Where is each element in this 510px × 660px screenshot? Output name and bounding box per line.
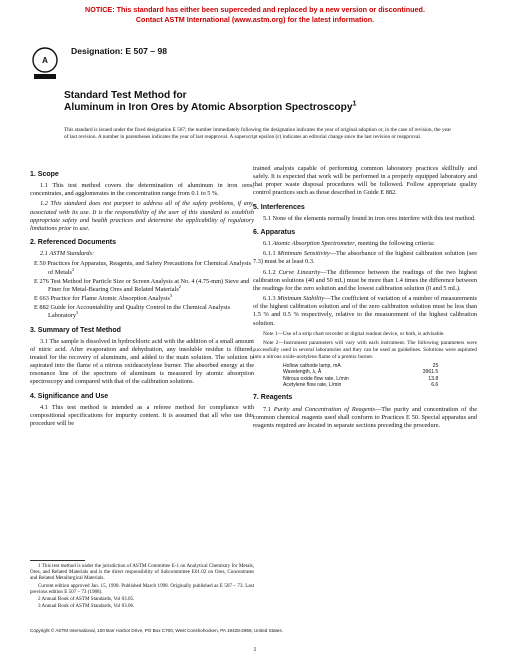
title-line-1: Standard Test Method for xyxy=(64,90,187,101)
ref-e663: E 663 Practice for Flame Atomic Absorption Analysis$^3$ xyxy=(34,292,173,303)
note-1: Note 1—Use of a strip chart recorder or digital readout device, or both, is advisable. xyxy=(263,330,445,337)
table-row: Nitrous oxide flow rate, L/min 13.8 xyxy=(283,375,439,382)
title-footnote-ref: 1 xyxy=(352,99,357,108)
apparatus-6-1-1: 6.1.1 Minimum Sensitivity—The absorbance of the highest calibration solution (see 7.3) must be at least 0.3. xyxy=(253,250,477,266)
notice-line-2: Contact ASTM International (www.astm.org) for the latest information. xyxy=(135,14,375,24)
reagents-heading: 7. Reagents xyxy=(253,394,293,402)
summary-heading: 3. Summary of Test Method xyxy=(30,326,121,334)
ref-e276: E 276 Test Method for Particle Size or Screen Analysis at No. 4 (4.75-mm) Sieve and Finer for Metal-Bearing Ores and Related Materials$^2$ xyxy=(34,277,250,293)
issued-statement: This standard is issued under the fixed designation E 507; the number immediately following the designation indicates the year of original adoption or, in the case of revision, the year of last revision. A number in parentheses indicates the year of last reapproval. A superscript epsilon (ε) indicates an editorial change since the last revision or reapproval. xyxy=(64,127,452,140)
ref-e882: E 882 Guide for Accountability and Quality Control in the Chemical Analysis Laboratory$^3$ xyxy=(34,304,231,320)
footnotes xyxy=(30,563,254,610)
refdocs-heading: 2. Referenced Documents xyxy=(30,239,116,247)
footnote-1-edition: Current edition approved Jan. 15, 1998. Published March 1998. Originally published as E 507 – 73. Last previous edition E 507 – 73 (1988). xyxy=(30,582,254,595)
interferences-5-1: 5.1 None of the elements normally found in iron ores interfere with this test method. xyxy=(263,214,476,222)
scope-1-1: 1.1 This test method covers the determination of aluminum in iron ores, concentrates, and agglomerates in the concentration range from 0.1 to 5 %. xyxy=(30,182,254,198)
right-column xyxy=(253,165,477,432)
interferences-heading: 5. Interferences xyxy=(253,203,305,211)
title-line-2: Aluminum in Iron Ores by Atomic Absorption Spectroscopy xyxy=(64,102,353,113)
svg-text:A: A xyxy=(42,56,48,65)
note-2: Note 2—Instrument parameters will vary with each instrument. The following parameters were successfully used in several laboratories and they can be used as guidelines. Solutions were aspirated into a nitrous oxide-acetylene flame of a premix burner. xyxy=(253,340,477,361)
instrument-parameters-table xyxy=(279,363,442,389)
reagents-7-1: 7.1 Purity and Concentration of Reagents—The purity and concentration of the common chemical reagents used shall conform to Practices E 50. Special apparatus and reagents required are located in separate sections preceding the procedure. xyxy=(253,405,477,429)
apparatus-heading: 6. Apparatus xyxy=(253,228,296,236)
scope-1-2: 1.2 This standard does not purport to address all of the safety problems, if any, associated with its use. It is the responsibility of the user of this standard to establish appropriate safety and health practices and determine the applicability of regulatory limitations prior to use. xyxy=(30,200,254,232)
copyright-line: Copyright © ASTM International, 100 Barr Harbor Drive, PO Box C700, West Conshohocken, PA 19428-2959, United States. xyxy=(30,628,283,633)
footnote-2: 2 Annual Book of ASTM Standards, Vol 03.05. xyxy=(38,596,135,603)
left-column xyxy=(30,165,254,430)
apparatus-6-1-2: 6.1.2 Curve Linearity—The difference between the readings of the two highest calibration solutions (40 and 50 mL) must be more than 1.4 times the difference between the readings for the zero solution and the lowest calibration solution (0 and 5 mL). xyxy=(253,268,477,292)
document-title xyxy=(64,90,356,114)
designation: Designation: E 507 – 98 xyxy=(71,46,167,56)
footnote-1: 1 This test method is under the jurisdiction of ASTM Committee E-1 on Analytical Chemistry for Metals, Ores, and Related Materials and is the direct responsibility of Subcommittee E01.02 on Ores, Concentrates and Related Metallurgical Materials. xyxy=(30,563,254,582)
footnote-divider xyxy=(30,560,85,561)
apparatus-6-1: 6.1 Atomic Absorption Spectrometer, meeting the following criteria: xyxy=(263,240,435,248)
ref-e50: E 50 Practices for Apparatus, Reagents, and Safety Precautions for Chemical Analysis of Metals$^2$ xyxy=(34,260,252,276)
apparatus-6-1-3: 6.1.3 Minimum Stability—The coefficient of variation of a number of measurements of the highest calibration solution and of the zero calibration solution must be less than 1.5 % and 0.5 % respectively, relative to the measurement of the highest calibration solution. xyxy=(253,295,478,327)
astm-logo xyxy=(30,46,60,82)
significance-continued: trained analysts capable of performing common laboratory practices skillfully and safely. It is expected that work will be performed in a properly equipped laboratory and that proper waste disposal procedures will be followed. Follow appropriate quality control practices such as those described in Guide E 882. xyxy=(253,165,477,197)
significance-heading: 4. Significance and Use xyxy=(30,392,109,400)
table-row: Acetylene flow rate, L/min 6.6 xyxy=(283,382,439,389)
significance-4-1: 4.1 This test method is intended as a referee method for compliance with compositional specifications for impurity content. It is assumed that all who use this procedure will be xyxy=(30,403,254,428)
supersede-notice xyxy=(0,5,510,24)
scope-heading: 1. Scope xyxy=(30,171,59,178)
summary-3-1: 3.1 The sample is dissolved in hydrochloric acid with the addition of a small amount of nitric acid. After evaporation and dehydration, any insoluble residue is filtered, treated for the recovery of aluminum, and added to the main solution. The solution is aspirated into the flame of a nitrous oxideacetylene burner. The absorbed energy at the resonance line of the spectrum of aluminum is measured by atomic absorption spectroscopy and compared with that of the calibration solutions. xyxy=(30,337,254,386)
footnote-3: 3 Annual Book of ASTM Standards, Vol 03.06. xyxy=(38,603,135,610)
table-row: Wavelength, λ, Å 3961.5 xyxy=(283,369,439,376)
page-number: 1 xyxy=(253,646,257,653)
notice-line-1: NOTICE: This standard has either been superceded and replaced by a new version or discontinued. xyxy=(85,5,425,14)
table-row: Hollow cathode lamp, mA 25 xyxy=(283,362,439,369)
refdocs-sub: 2.1 ASTM Standards: xyxy=(40,250,95,258)
